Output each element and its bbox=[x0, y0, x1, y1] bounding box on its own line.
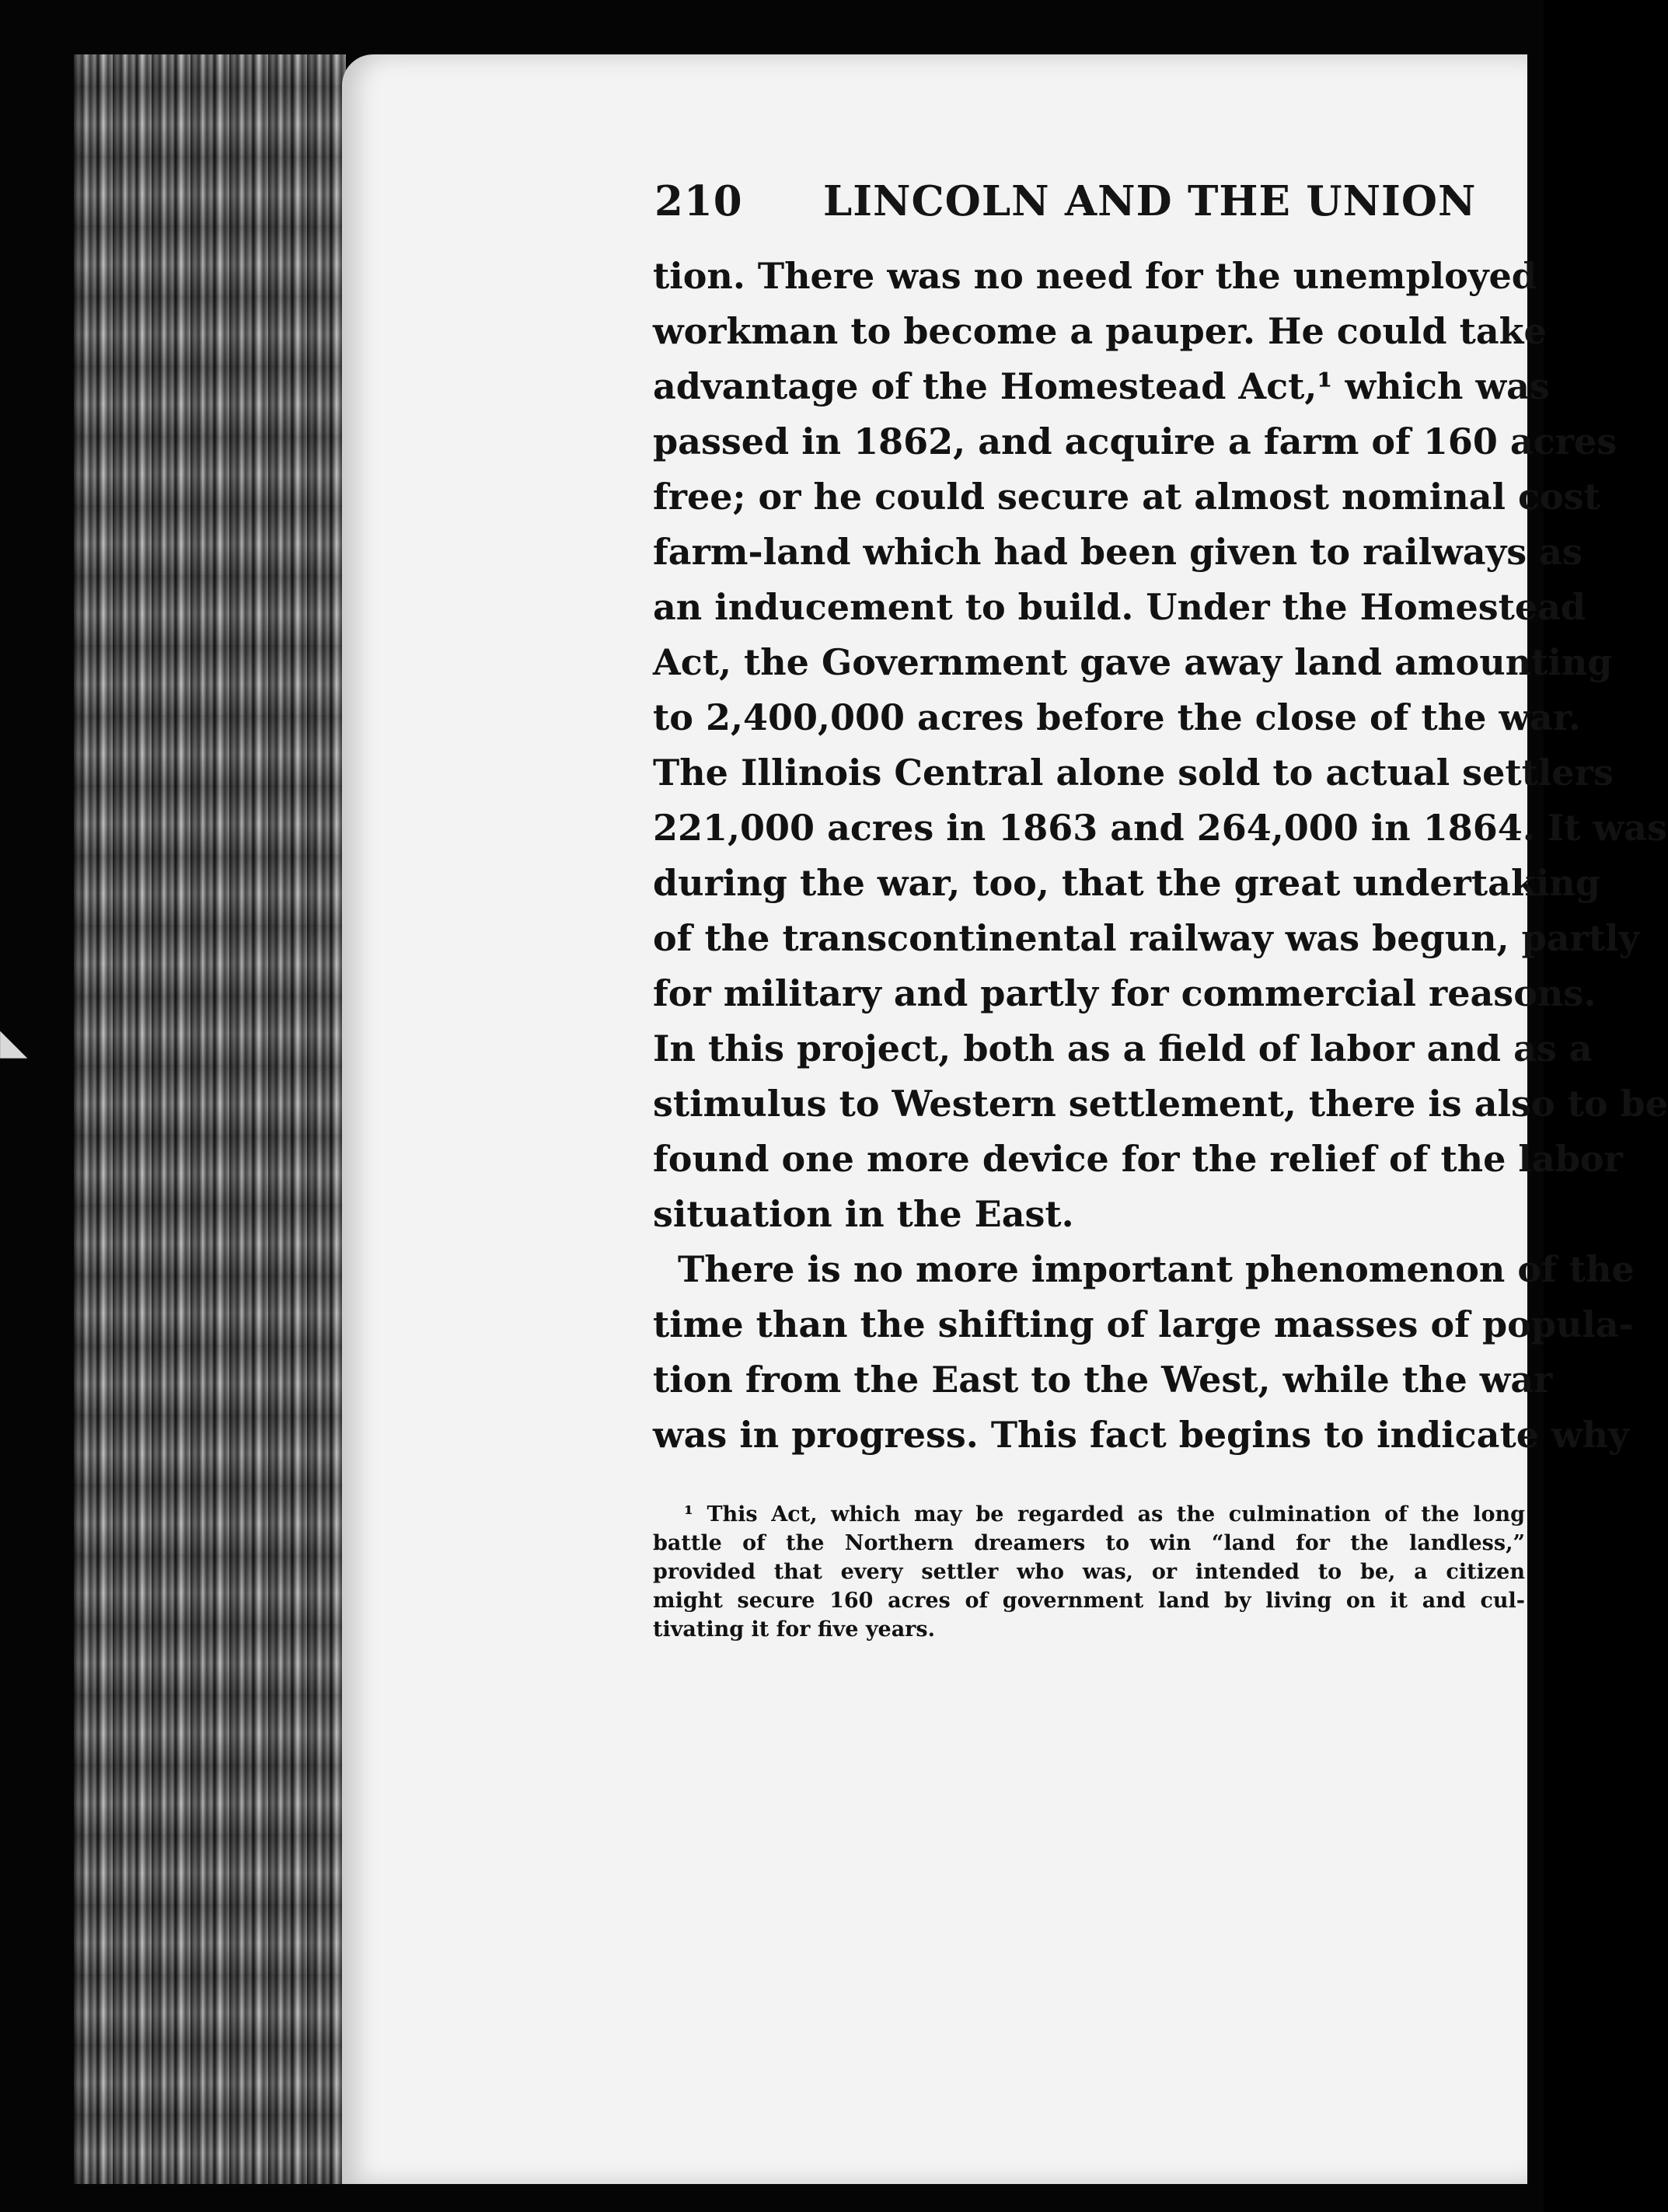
footnote-line: ¹ This Act, which may be regarded as the culmination of the long bbox=[684, 1502, 1525, 1526]
body-line: 221,000 acres in 1863 and 264,000 in 1864. It was bbox=[653, 807, 1667, 849]
body-line: The Illinois Central alone sold to actual settlers bbox=[653, 752, 1614, 794]
body-line: advantage of the Homestead Act,¹ which was bbox=[653, 365, 1550, 407]
body-line: time than the shifting of large masses of popula- bbox=[653, 1303, 1634, 1345]
body-line: found one more device for the relief of the labor bbox=[653, 1138, 1623, 1180]
body-line: during the war, too, that the great undertaking bbox=[653, 862, 1600, 904]
body-line: of the transcontinental railway was begun, partly bbox=[653, 917, 1640, 959]
body-line: tion. There was no need for the unemployed bbox=[653, 255, 1537, 297]
footnote-line: battle of the Northern dreamers to win “land for the landless,” bbox=[653, 1531, 1525, 1555]
body-line: farm-land which had been given to railways as bbox=[653, 531, 1583, 573]
body-line: workman to become a pauper. He could take bbox=[653, 310, 1547, 352]
body-line: for military and partly for commercial reasons. bbox=[653, 972, 1596, 1014]
body-line: tion from the East to the West, while the war bbox=[653, 1359, 1553, 1401]
footnote-line: might secure 160 acres of government land by living on it and cul- bbox=[653, 1589, 1525, 1613]
body-line: to 2,400,000 acres before the close of the war. bbox=[653, 696, 1581, 738]
body-line: passed in 1862, and acquire a farm of 160 acres bbox=[653, 420, 1617, 462]
body-line: Act, the Government gave away land amounting bbox=[653, 641, 1613, 683]
body-line: In this project, both as a field of labor and as a bbox=[653, 1027, 1593, 1069]
book-page-edges bbox=[74, 54, 346, 2184]
body-line: free; or he could secure at almost nominal cost bbox=[653, 476, 1600, 518]
body-line: situation in the East. bbox=[653, 1193, 1074, 1235]
scan-artifact-mark: ◣ bbox=[0, 1021, 28, 1062]
page-number: 210 bbox=[654, 177, 743, 225]
footnote bbox=[653, 1500, 1525, 1644]
body-line: There is no more important phenomenon of the bbox=[678, 1248, 1635, 1290]
body-line: was in progress. This fact begins to indicate why bbox=[653, 1414, 1629, 1456]
running-title: LINCOLN AND THE UNION bbox=[823, 177, 1477, 225]
running-head bbox=[654, 177, 1525, 225]
body-line: stimulus to Western settlement, there is also to be bbox=[653, 1083, 1668, 1125]
body-text bbox=[653, 249, 1668, 1463]
body-line: an inducement to build. Under the Homestead bbox=[653, 586, 1586, 628]
footnote-line: provided that every settler who was, or intended to be, a citizen bbox=[653, 1560, 1525, 1584]
footnote-line: tivating it for five years. bbox=[653, 1617, 936, 1642]
